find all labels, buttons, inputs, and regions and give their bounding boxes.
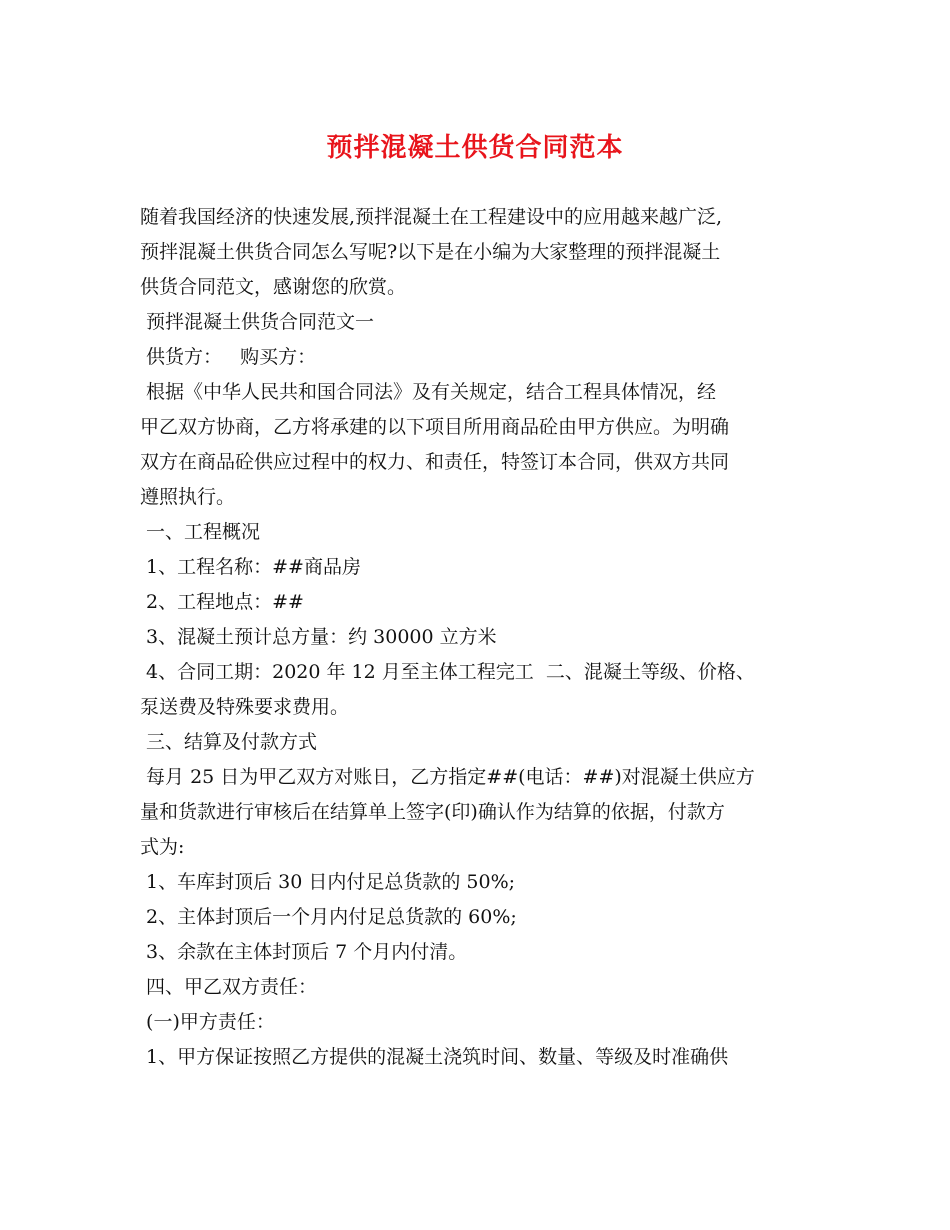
- body-line: 1、工程名称：##商品房: [140, 556, 361, 578]
- body-line: 三、结算及付款方式: [140, 731, 318, 753]
- body-line: 3、混凝土预计总方量：约 30000 立方米: [140, 626, 497, 648]
- body-line: 四、甲乙双方责任：: [140, 976, 318, 998]
- body-line: 1、车库封顶后 30 日内付足总货款的 50%;: [140, 871, 516, 893]
- body-line: 甲乙双方协商，乙方将承建的以下项目所用商品砼由甲方供应。为明确: [140, 416, 730, 438]
- document-body: [140, 200, 830, 1075]
- body-line: 2、主体封顶后一个月内付足总货款的 60%;: [140, 906, 517, 928]
- document-title: 预拌混凝土供货合同范本: [326, 133, 624, 163]
- body-line: 式为:: [140, 836, 185, 858]
- body-line: 供货方： 购买方：: [140, 346, 317, 368]
- body-line: 根据《中华人民共和国合同法》及有关规定，结合工程具体情况，经: [140, 381, 717, 403]
- body-line: 每月 25 日为甲乙双方对账日，乙方指定##(电话：##)对混凝土供应方: [140, 766, 755, 788]
- body-line: 一、工程概况: [140, 521, 261, 543]
- body-line: 遵照执行。: [140, 486, 236, 508]
- body-line: (一)甲方责任：: [140, 1011, 275, 1033]
- body-line: 随着我国经济的快速发展,预拌混凝土在工程建设中的应用越来越广泛,: [140, 206, 723, 228]
- body-line: 1、甲方保证按照乙方提供的混凝土浇筑时间、数量、等级及时准确供: [140, 1046, 729, 1068]
- body-line: 预拌混凝土供货合同范文一: [140, 311, 375, 333]
- body-line: 量和货款进行审核后在结算单上签字(印)确认作为结算的依据，付款方: [140, 801, 725, 823]
- body-line: 3、余款在主体封顶后 7 个月内付清。: [140, 941, 468, 963]
- body-line: 预拌混凝土供货合同怎么写呢?以下是在小编为大家整理的预拌混凝土: [140, 241, 721, 263]
- body-line: 双方在商品砼供应过程中的权力、和责任，特签订本合同，供双方共同: [140, 451, 730, 473]
- body-line: 泵送费及特殊要求费用。: [140, 696, 350, 718]
- body-line: 2、工程地点：##: [140, 591, 304, 613]
- body-line: 4、合同工期：2020 年 12 月至主体工程完工 二、混凝土等级、价格、: [140, 661, 755, 683]
- body-line: 供货合同范文，感谢您的欣赏。: [140, 276, 407, 298]
